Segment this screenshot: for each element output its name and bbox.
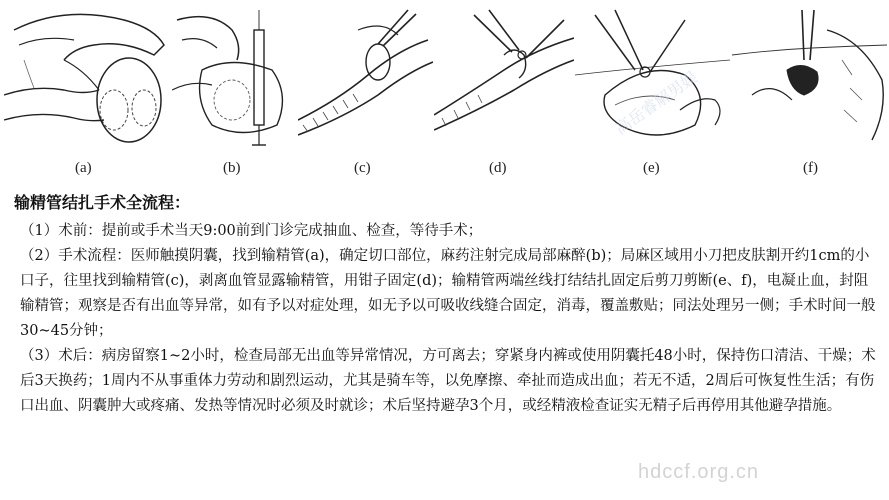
watermark-text: 高岳睿解男娱	[611, 67, 701, 139]
paragraph-postop: （3）术后：病房留察1~2小时，检查局部无出血等异常情况，方可离去；穿紧身内裤或使用阴囊托48小时，保持伤口清洁、干燥；术后3天换药；1周内不从事重体力劳动和剧烈运动，尤其是骑车等，以免摩擦、牵扯而造成出血；若无不适，2周后可恢复性生活；有伤口出血、阴囊肿大或疼痛、发热等情况时必须及时就诊；术后坚持避孕3个月，或经精液检查证实无精子后再停用其他避孕措施。	[20, 348, 876, 414]
caption-e: (e)	[643, 160, 660, 176]
paragraph-procedure: （2）手术流程：医师触摸阴囊，找到输精管(a)，确定切口部位，麻药注射完成局部麻醉(b)；局麻区域用小刀把皮肤割开约1cm的小口子，往里找到输精管(c)，剥离血管显露输精管，用钳子固定(d)；输精管两端丝线打结结扎固定后剪刀剪断(e、f)，电凝止血，封阻输精管；观察是否有出血等异常，如有予以对症处理，如无予以可吸收线缝合固定，消毒，覆盖敷贴；同法处理另一侧；手术时间一般30~45分钟；	[20, 248, 876, 339]
panel-f-illustration	[732, 0, 887, 155]
caption-b: (b)	[223, 160, 241, 176]
caption-f: (f)	[803, 160, 818, 176]
caption-a: (a)	[75, 160, 92, 176]
panel-d-illustration	[434, 0, 574, 155]
caption-d: (d)	[489, 160, 507, 176]
site-watermark: hdccf.org.cn	[638, 461, 759, 483]
panel-c-illustration	[298, 0, 433, 155]
caption-c: (c)	[354, 160, 371, 176]
panel-a-illustration	[4, 0, 169, 155]
illustration-strip	[0, 0, 889, 182]
article-body	[14, 190, 879, 419]
article-title: 输精管结扎手术全流程：	[14, 193, 191, 212]
paragraph-preop: （1）术前：提前或手术当天9:00前到门诊完成抽血、检查，等待手术；	[20, 223, 483, 239]
panel-e-illustration	[575, 0, 730, 155]
panel-b-illustration	[172, 0, 297, 155]
